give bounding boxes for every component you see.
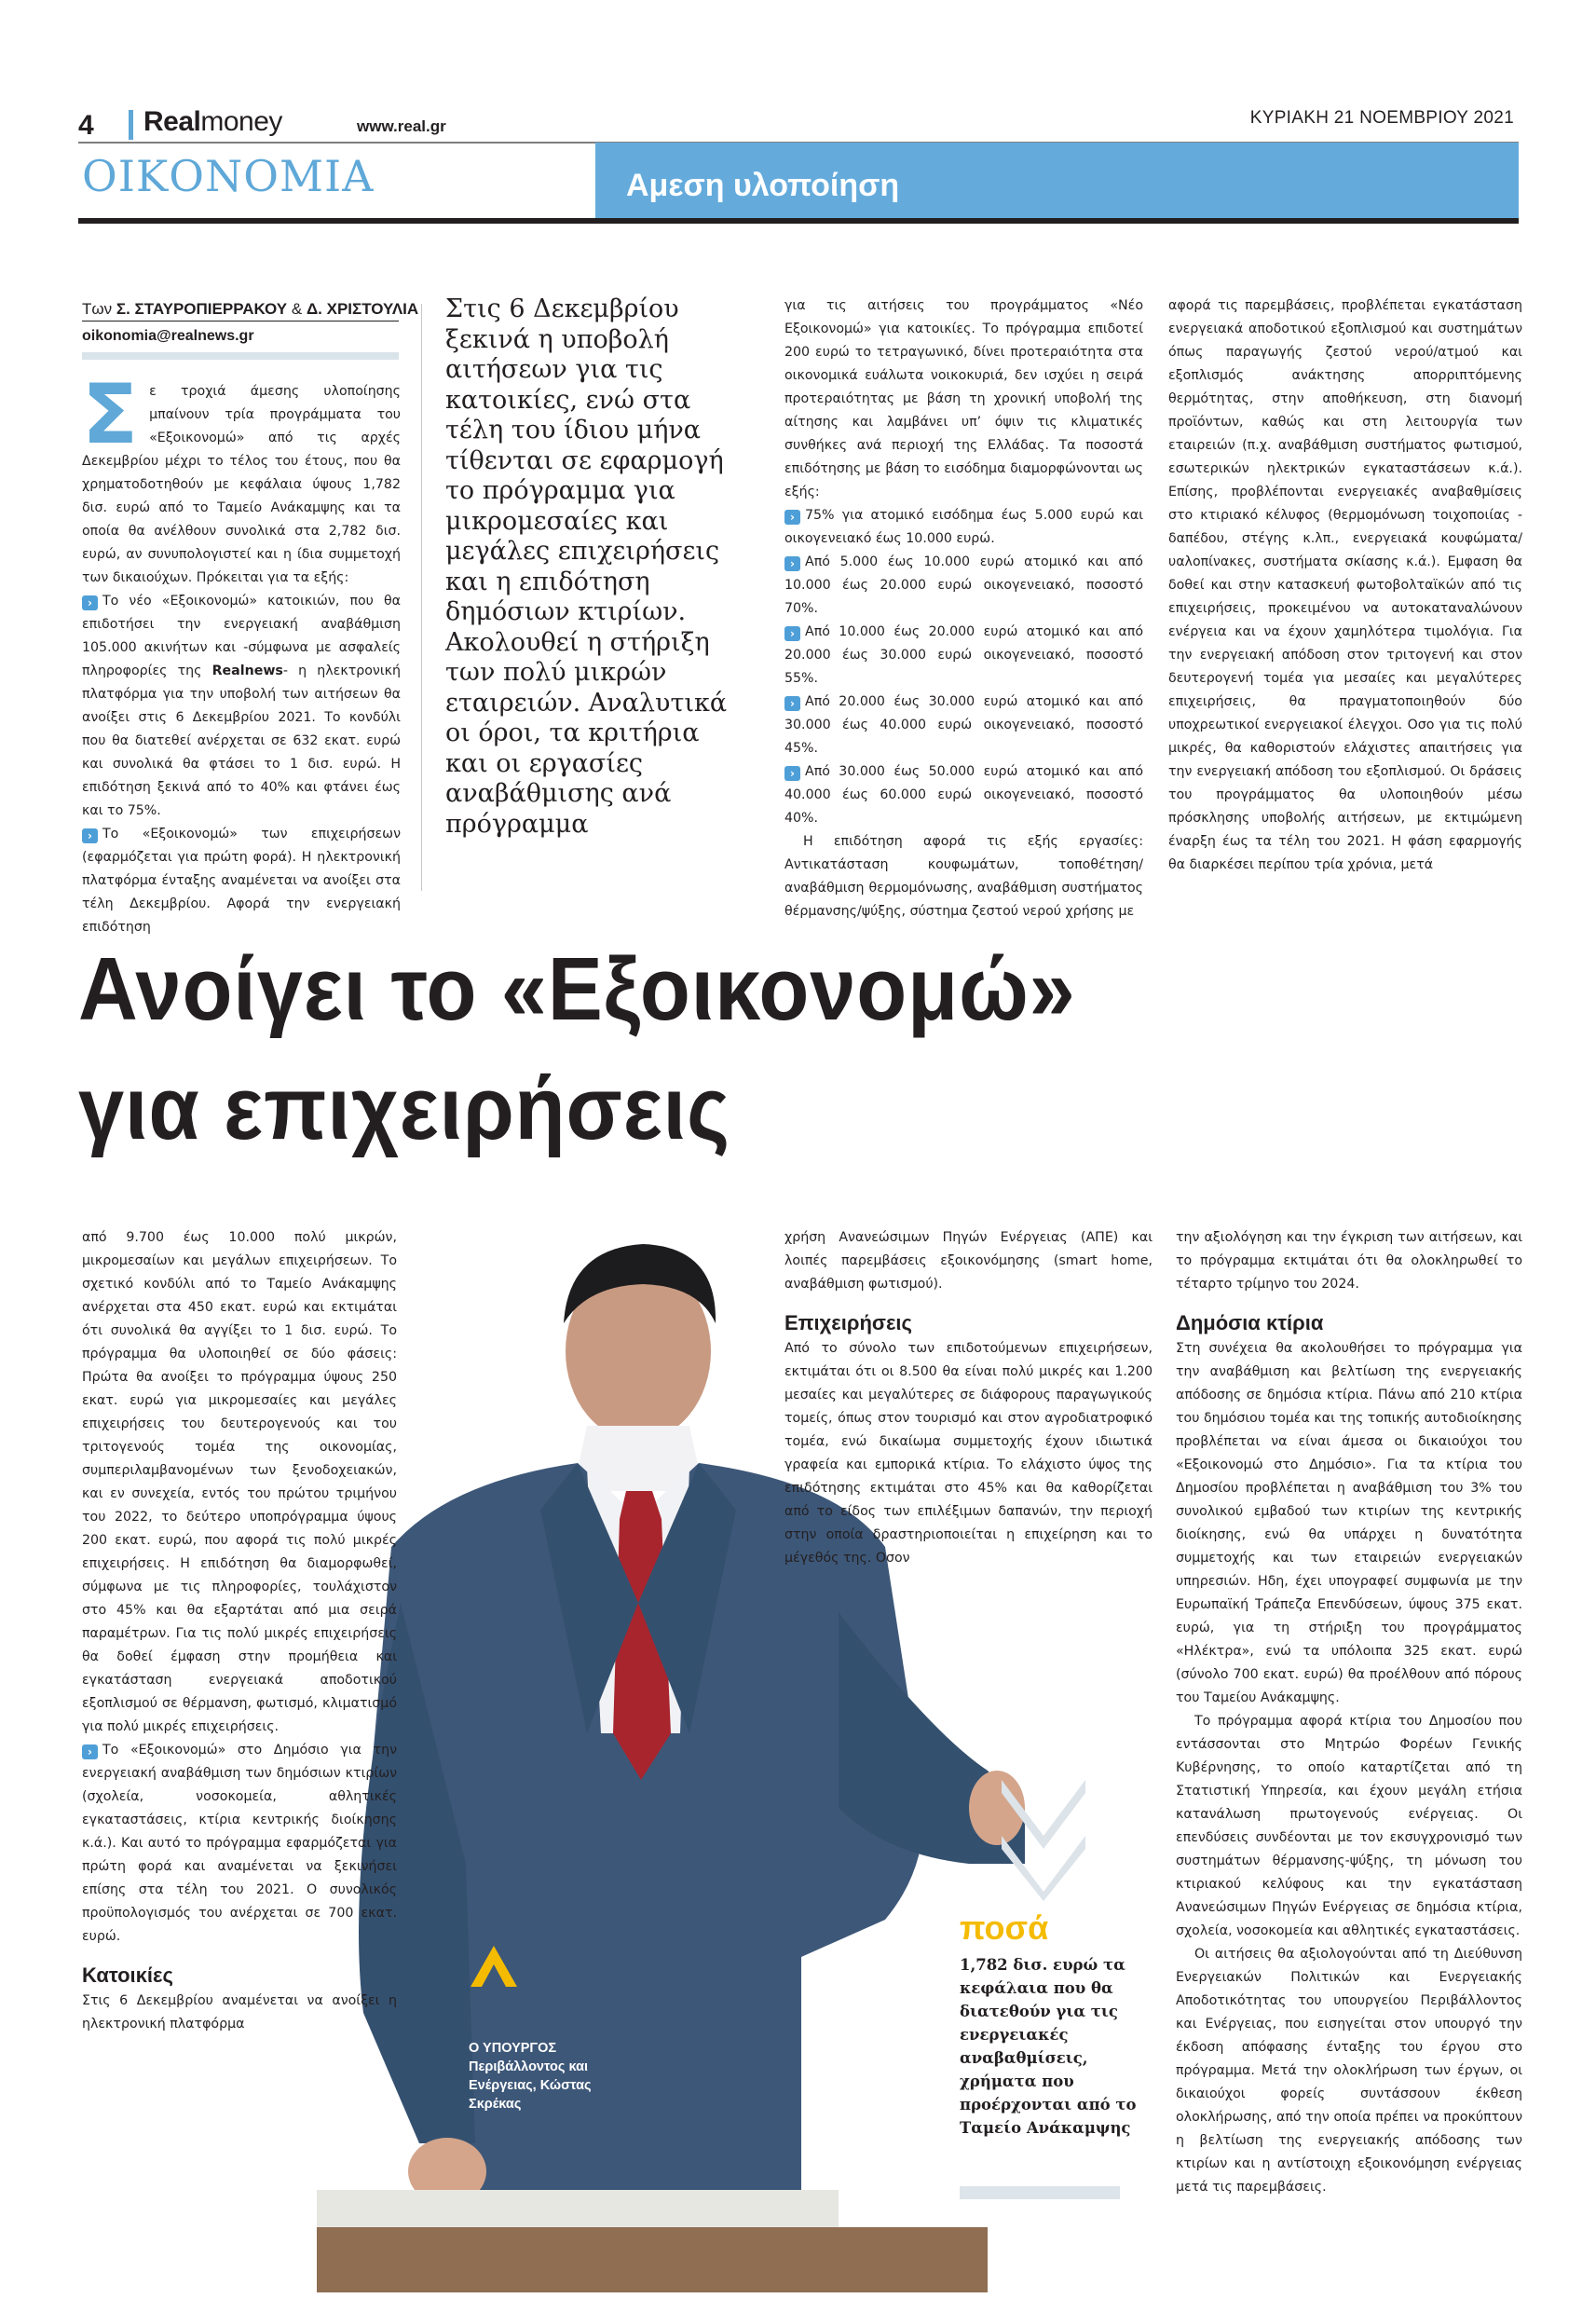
lower-column-4 [1176, 1226, 1522, 2199]
quote-label: ποσά [960, 1908, 1049, 1947]
issue-date: ΚΥΡΙΑΚΗ 21 ΝΟΕΜΒΡΙΟΥ 2021 [1249, 108, 1514, 128]
byline-prefix: Των [82, 300, 113, 318]
bullet-public: › Το «Εξοικονομώ» στο Δημόσιο για την ενεργειακή αναβάθμιση των δημόσιων κτιρίων (σχολεία, νοσοκομεία, αθλητικές εγκαταστάσεις, κτίρια κεντρικής διοίκησης κ.ά.). Και αυτό το πρόγραμμα εφαρμόζεται για πρώτη φορά και αναμένεται να ξεκινήσει επίσης στα τέλη του 2021. Ο συνολικός προϋπολογισμός του ανέρχεται σε 700 εκατ. ευρώ. [82, 1743, 397, 1944]
byline-amp: & [291, 300, 303, 318]
chevron-right-icon: › [82, 1744, 98, 1759]
caption-body: Περιβάλλοντος και Ενέργειας, Κώστας Σκρέκας [469, 2059, 592, 2112]
headline-line-2: για επιχειρήσεις [78, 1059, 730, 1158]
chevron-right-icon: › [784, 510, 800, 525]
public-paragraph-1: Στη συνέχεια θα ακολουθήσει το πρόγραμμα για την αναβάθμιση και βελτίωση της ενεργειακής απόδοσης σε δημόσια κτίρια. Πάνω από 210 κτίρια του δημόσιου τομέα και της τοπικής αυτοδιοίκησης προβλέπεται να είναι άμεσα οι δικαιούχοι του «Εξοικονομώ στο Δημόσιο». Για τα κτίρια του Δημοσίου προβλέπεται η αναβάθμιση του 3% του συνολικού εμβαδού των κτιρίων της κεντρικής διοίκησης, ενώ θα υπάρχει η δυνατότητα συμμετοχής και των εταιρειών ενεργειακών υπηρεσιών. Ηδη, έχει υπογραφεί συμφωνία με την Ευρωπαϊκή Τράπεζα Επενδύσεων, ύψους 375 εκατ. ευρώ, για τη στήριξη του προγράμματος «Ηλέκτρα», ενώ τα υπόλοιπα 325 εκατ. ευρώ (σύνολο 700 εκατ. ευρώ) θα προέλθουν από πόρους του Ταμείου Ανάκαμψης. [1176, 1341, 1522, 1705]
works-paragraph: Η επιδότηση αφορά τις εξής εργασίες: Αντικατάσταση κουφωμάτων, τοποθέτηση/αναβάθμιση θερμομόνωσης, αναβάθμιση συστήματος θέρμανσης/ψύξης, σύστημα ζεστού νερού χρήσης με [784, 834, 1143, 919]
income-tier: › Από 10.000 έως 20.000 ευρώ ατομικό και από 20.000 έως 30.000 ευρώ οικογενειακό, ποσοστό 55%. [784, 624, 1143, 686]
section-title: ΟΙΚΟΝΟΜΙΑ [82, 151, 375, 201]
bullet-business: › Το «Εξοικονομώ» των επιχειρήσεων (εφαρμόζεται για πρώτη φορά). Η ηλεκτρονική πλατφόρμα ένταξης αναμένεται να ανοίξει στα τέλη Δεκεμβρίου. Αφορά την ενεργειακή επιδότηση [82, 827, 401, 935]
chevron-right-icon: › [82, 595, 98, 610]
brand-url: www.real.gr [357, 117, 446, 135]
brand-bold: Real [143, 106, 201, 137]
byline [82, 300, 418, 319]
quote-rule [960, 2186, 1120, 2199]
dropcap: Σ [82, 366, 139, 462]
income-tier: › Από 5.000 έως 10.000 ευρώ ατομικό και από 10.000 έως 20.000 ευρώ οικογενειακό, ποσοστό 70%. [784, 554, 1143, 616]
pullquote-rule [421, 304, 422, 891]
byline-author-1: Σ. ΣΤΑΥΡΟΠΙΕΡΡΑΚΟΥ [116, 300, 288, 318]
pullquote: Στις 6 Δεκεμβρίου ξεκινά η υποβολή αιτήσεων για τις κατοικίες, ενώ στα τέλη του ίδιου μήνα τίθενται σε εφαρμογή το πρόγραμμα για μικρομεσαίες και μεγάλες επιχειρήσεις και η επιδότηση δημόσιων κτιρίων. Ακολουθεί η στήριξη των πολύ μικρών εταιρειών. Αναλυτικά οι όροι, τα κριτήρια και οι εργασίες αναβάθμισης ανά πρόγραμμα [445, 294, 728, 839]
section-rule [78, 218, 1519, 224]
business-paragraph: Από το σύνολο των επιδοτούμενων επιχειρήσεων, εκτιμάται ότι οι 8.500 θα είναι πολύ μικρές και 1.200 μεσαίες και μεγαλύτερες σε διάφορους παραγωγικούς τομείς, όπως στον τουρισμό και στον αγροδιατροφικό τομέα, ενώ δικαίωμα συμμετοχής έχουν ιδιωτικά γραφεία και εμπορικά κτίρια. Το ελάχιστο ύψος της επιδότησης εκτιμάται στο 45% και θα καθορίζεται από το είδος των επιλέξιμων δαπανών, την περιοχή στην οποία δραστηριοποιείται η επιχείρηση και το μέγεθός της. Οσον [784, 1341, 1153, 1566]
byline-bar [82, 352, 399, 360]
caption-title: Ο ΥΠΟΥΡΓΟΣ [469, 2041, 557, 2056]
chevron-up-icon [471, 1946, 517, 1987]
page-number: 4 [78, 110, 94, 141]
income-tier: › Από 30.000 έως 50.000 ευρώ ατομικό και από 40.000 έως 60.000 ευρώ οικογενειακό, ποσοστό 40%. [784, 764, 1143, 826]
subhead-homes: Κατοικίες [82, 1963, 173, 1987]
headline-line-1: Ανοίγει το «Εξοικονομώ» [78, 939, 1076, 1039]
chevron-right-icon: › [82, 828, 98, 843]
timeline-paragraph: την αξιολόγηση και την έγκριση των αιτήσεων, και το πρόγραμμα εκτιμάται ότι θα ολοκληρωθεί το τέταρτο τρίμηνο του 2024. [1176, 1230, 1522, 1292]
public-paragraph-3: Οι αιτήσεις θα αξιολογούνται από τη Διεύθυνση Ενεργειακών Πολιτικών και Ενεργειακής Αποδοτικότητας του υπουργείου Περιβάλλοντος και Ενέργειας, που εισηγείται στον υπουργό την έκδοση απόφασης ένταξης του έργου στο πρόγραμμα. Μετά την ολοκλήρωση των έργων, οι δικαιούχοι φορείς συντάσσουν έκθεση ολοκλήρωσης, από την οποία πρέπει να προκύπτουν η βελτίωση της ενεργειακής απόδοσης των κτιρίων και η αντίστοιχη εξοικονόμηση ενέργειας μετά τις παρεμβάσεις. [1176, 1947, 1522, 2195]
photo-caption [469, 2039, 627, 2114]
bullet-homes: › Το νέο «Εξοικονομώ» κατοικιών, που θα επιδοτήσει την ενεργειακή αναβάθμιση 105.000 ακινήτων και -σύμφωνα με ασφαλείς πληροφορίες της Realnews- η ηλεκτρονική πλατφόρμα για την υποβολή των αιτήσεων θα ανοίξει στις 6 Δεκεμβρίου 2021. Το κονδύλι που θα διατεθεί ανέρχεται σε 632 εκατ. ευρώ και συνολικά θα φτάσει το 1 δισ. ευρώ. Η επιδότηση ξεκινά από το 40% και φτάνει έως και το 75%. [82, 594, 401, 818]
double-chevron-down-icon [997, 1780, 1090, 1901]
chevron-right-icon: › [784, 626, 800, 641]
lower-column-1 [82, 1226, 397, 2036]
headline [78, 930, 1407, 1169]
renewables-paragraph: χρήση Ανανεώσιμων Πηγών Ενέργειας (ΑΠΕ) και λοιπές παρεμβάσεις εξοικονόμησης (smart home, αναβάθμιση φωτισμού). [784, 1230, 1153, 1292]
chevron-right-icon: › [784, 766, 800, 781]
brand-mention: Realnews [211, 664, 283, 678]
intro-paragraph: Σε τροχιά άμεσης υλοποίησης μπαίνουν τρία προγράμματα του «Εξοικονομώ» από τις αρχές Δεκεμβρίου μέχρι το τέλος του έτους, που θα χρηματοδοτηθούν με κεφάλαια ύψους 1,782 δισ. ευρώ από το Ταμείο Ανάκαμψης και τα οποία θα ανέλθουν συνολικά στα 2,782 δισ. ευρώ, αν συνυπολογιστεί και η ίδια συμμετοχή των δικαιούχων. Πρόκειται για τα εξής: [82, 366, 401, 585]
article-column-1 [82, 366, 401, 939]
byline-author-2: Δ. ΧΡΙΣΤΟΥΛΙΑ [306, 300, 419, 318]
income-tier: › 75% για ατομικό εισόδημα έως 5.000 ευρώ και οικογενειακό έως 10.000 ευρώ. [784, 508, 1143, 546]
brand-logo [143, 106, 282, 138]
article-column-4 [1168, 294, 1522, 877]
subhead-business: Επιχειρήσεις [784, 1311, 912, 1334]
income-tier: › Από 20.000 έως 30.000 ευρώ ατομικό και από 30.000 έως 40.000 ευρώ οικογενειακό, ποσοστό 45%. [784, 694, 1143, 756]
public-paragraph-2: Το πρόγραμμα αφορά κτίρια του Δημοσίου που εντάσσονται στο Μητρώο Φορέων Γενικής Κυβέρνησης, το οποίο καταρτίζεται από τη Στατιστική Υπηρεσία, και έχουν μεγάλη ετήσια κατανάλωση πρωτογενούς ενέργειας. Οι επενδύσεις συνδέονται με τον εκσυγχρονισμό των συστημάτων θέρμανσης-ψύξης, τη μόνωση του κτιριακού κελύφους και την εγκατάσταση Ανανεώσιμων Πηγών Ενέργειας σε δημόσια κτίρια, σχολεία, νοσοκομεία και αθλητικές εγκαταστάσεις. [1176, 1714, 1522, 1938]
quote-text: 1,782 δισ. ευρώ τα κεφάλαια που θα διατεθούν για τις ενεργειακές αναβαθμίσεις, χρήματα που προέρχονται από το Ταμείο Ανάκαμψης [960, 1956, 1137, 2137]
business-program-paragraph: από 9.700 έως 10.000 πολύ μικρών, μικρομεσαίων και μεγάλων επιχειρήσεων. Το σχετικό κονδύλι από το Ταμείο Ανάκαμψης ανέρχεται στα 450 εκατ. ευρώ και εκτιμάται ότι συνολικά θα αγγίξει το 1 δισ. ευρώ. Το πρόγραμμα θα υλοποιηθεί σε δύο φάσεις: Πρώτα θα ανοίξει το πρόγραμμα ύψους 250 εκατ. ευρώ για μικρομεσαίες και μεγάλες επιχειρήσεις του δευτερογενούς και του τριτογενούς τομέα της οικονομίας, συμπεριλαμβανομένων των ξενοδοχειακών, και εν συνεχεία, εντός του πρώτου τριμήνου του 2022, το δεύτερο υποπρόγραμμα ύψους 200 εκατ. ευρώ, που αφορά τις πολύ μικρές επιχειρήσεις. Η επιδότηση θα διαμορφωθεί, σύμφωνα με τις πληροφορίες, τουλάχιστον στο 45% και θα εξαρτάται από μια σειρά παραμέτρων. Για τις πολύ μικρές επιχειρήσεις θα δοθεί έμφαση στην προμήθεια και εγκατάσταση ενεργειακά αποδοτικού εξοπλισμού σε θέρμανση, φωτισμό, κλιματισμό για πολύ μικρές επιχειρήσεις. [82, 1230, 397, 1734]
chevron-right-icon: › [784, 556, 800, 571]
chevron-right-icon: › [784, 696, 800, 711]
author-email[interactable]: oikonomia@realnews.gr [82, 328, 254, 344]
lower-column-3 [784, 1226, 1153, 1570]
topic-banner-text: Αμεση υλοποίηση [626, 168, 900, 203]
brand-light: money [200, 106, 282, 137]
homes-program-paragraph: για τις αιτήσεις του προγράμματος «Νέο Εξοικονομώ» για κατοικίες. Το πρόγραμμα επιδοτεί 200 ευρώ το τετραγωνικό, δίνει προτεραιότητα στα οικονομικά ευάλωτα νοικοκυριά, δεν ισχύει η σειρά προτεραιότητας με βάση τη χρονική υποβολή της αίτησης και λαμβάνει υπ’ όψιν τις κλιματικές συνθήκες ανά περιοχή της Ελλάδας. Τα ποσοστά επιδότησης με βάση το εισόδημα διαμορφώνονται ως εξής: [784, 298, 1143, 499]
business-interventions-paragraph: αφορά τις παρεμβάσεις, προβλέπεται εγκατάσταση ενεργειακά αποδοτικού εξοπλισμού και συστημάτων όπως παραγωγής ζεστού νερού/ατμού και εξοπλισμός ανάκτησης απορριπτόμενης θερμότητας, στην αποθήκευση, στη διανομή προϊόντων, καθώς και στη λειτουργία των εταιρειών (π.χ. αναβάθμιση συστήματος φωτισμού, εσωτερικών ηλεκτρικών εγκαταστάσεων κ.ά.). Επίσης, προβλέπονται ενεργειακές αναβαθμίσεις στο κτιριακό κέλυφος (θερμομόνωση τοιχοποιίας - δαπέδου, στέγης κ.λπ., ενεργειακά κουφώματα/υαλοπίνακες, συστήματα σκίασης κ.ά.). Εμφαση θα δοθεί και στην κατασκευή φωτοβολταϊκών από τις επιχειρήσεις, προκειμένου να αυτοκαταναλώνουν ενέργεια και να έχουν χαμηλότερα τιμολόγια. Για την ενεργειακή απόδοση στον τριτογενή και στον δευτερογενή τομέα για μεσαίες και μεγαλύτερες επιχειρήσεις, θα πραγματοποιηθούν δύο υποχρεωτικοί ενεργειακοί έλεγχοι. Οσο για τις πολύ μικρές, θα καθοριστούν ελάχιστες απαιτήσεις για την ενεργειακή απόδοση του εξοπλισμού. Οι δράσεις του προγράμματος θα υλοποιηθούν μέσω πρόσκλησης υποβολής αιτήσεων, με εκτιμώμενη έναρξη έως τα τέλη του 2021. Η φάση εφαρμογής θα διαρκέσει περίπου τρία χρόνια, μετά [1168, 298, 1522, 872]
article-column-3 [784, 294, 1143, 923]
homes-paragraph: Στις 6 Δεκεμβρίου αναμένεται να ανοίξει η ηλεκτρονική πλατφόρμα [82, 1993, 397, 2032]
masthead-divider [129, 110, 133, 140]
subhead-public-buildings: Δημόσια κτίρια [1176, 1311, 1324, 1334]
